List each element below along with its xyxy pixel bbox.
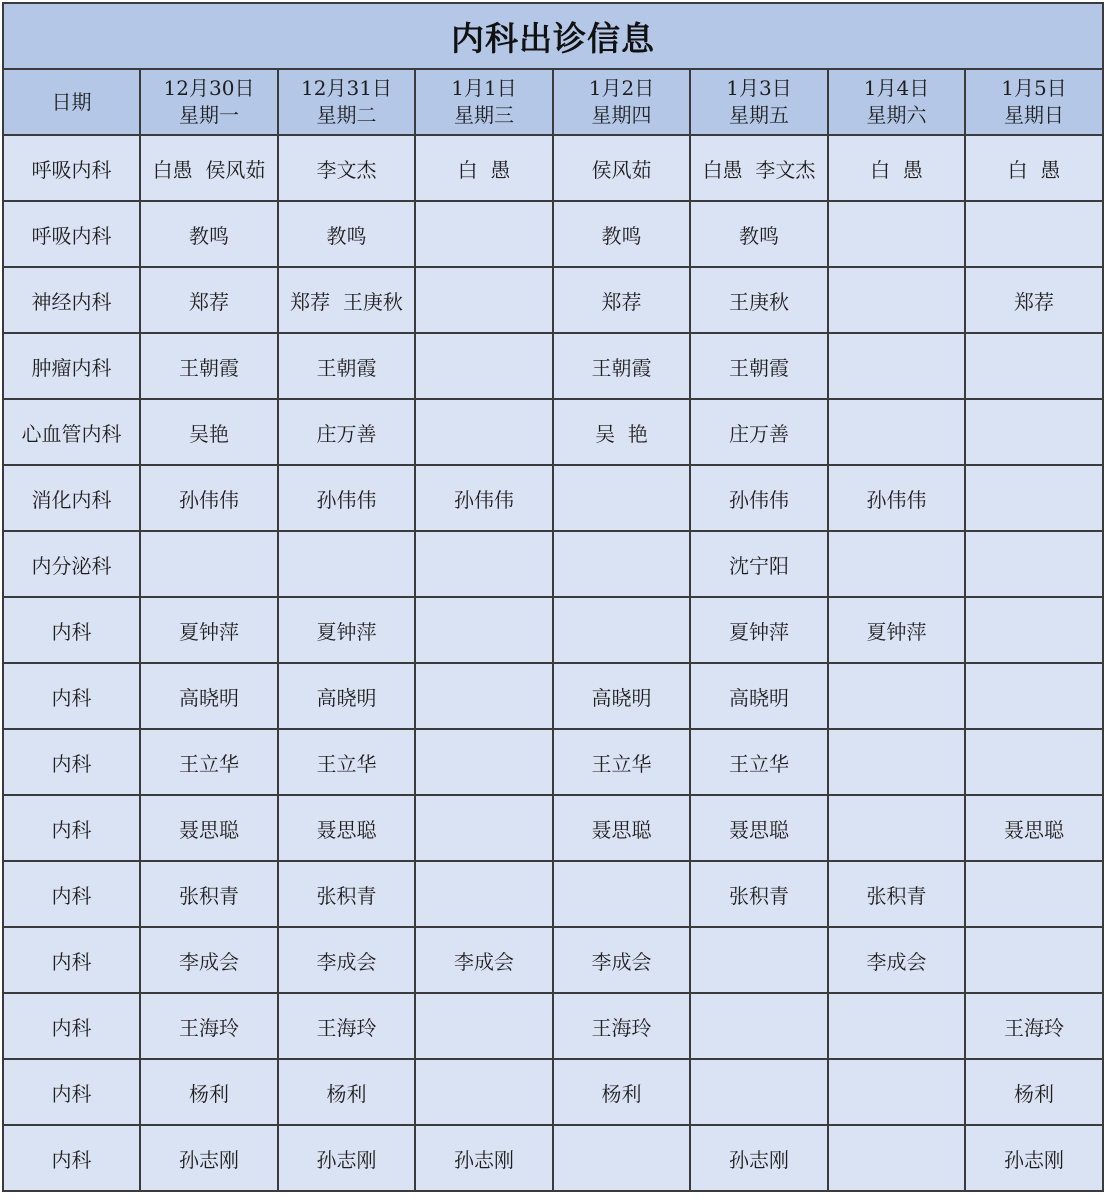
table-row <box>3 267 1103 333</box>
doctor-cell <box>415 663 553 729</box>
doctor-cell: 高晓明 <box>278 663 415 729</box>
department-cell: 心血管内科 <box>3 399 140 465</box>
doctor-cell <box>278 531 415 597</box>
doctor-cell: 王海玲 <box>553 993 690 1059</box>
doctor-cell: 孙志刚 <box>140 1125 278 1191</box>
doctor-cell <box>415 531 553 597</box>
doctor-cell <box>415 597 553 663</box>
department-cell: 神经内科 <box>3 267 140 333</box>
doctor-cell <box>415 201 553 267</box>
table-row <box>3 861 1103 927</box>
doctor-cell: 白 愚 <box>965 135 1103 201</box>
doctor-cell: 李成会 <box>278 927 415 993</box>
doctor-cell: 高晓明 <box>690 663 828 729</box>
doctor-cell <box>828 663 965 729</box>
doctor-cell <box>828 1059 965 1125</box>
doctor-cell <box>828 1125 965 1191</box>
header-weekday: 星期三 <box>454 103 514 127</box>
department-cell: 内科 <box>3 597 140 663</box>
doctor-cell: 孙伟伟 <box>690 465 828 531</box>
doctor-cell: 王海玲 <box>278 993 415 1059</box>
table-row <box>3 201 1103 267</box>
header-day-cell <box>553 69 690 135</box>
doctor-cell: 教鸣 <box>140 201 278 267</box>
doctor-cell: 郑荐 <box>140 267 278 333</box>
doctor-cell: 孙志刚 <box>690 1125 828 1191</box>
doctor-cell <box>690 927 828 993</box>
doctor-cell: 聂思聪 <box>140 795 278 861</box>
doctor-cell <box>553 861 690 927</box>
doctor-cell: 教鸣 <box>278 201 415 267</box>
doctor-cell <box>690 993 828 1059</box>
doctor-cell: 白愚 侯风茹 <box>140 135 278 201</box>
doctor-cell: 白愚 李文杰 <box>690 135 828 201</box>
doctor-cell <box>415 399 553 465</box>
header-date: 12月30日 <box>163 76 255 100</box>
doctor-cell: 吴艳 <box>140 399 278 465</box>
header-weekday: 星期六 <box>866 103 927 127</box>
doctor-cell: 夏钟萍 <box>140 597 278 663</box>
header-day-cell <box>415 69 553 135</box>
doctor-cell: 孙伟伟 <box>415 465 553 531</box>
schedule-sheet <box>2 2 1102 1200</box>
header-day-cell <box>278 69 415 135</box>
table-row <box>3 135 1103 201</box>
doctor-cell <box>965 465 1103 531</box>
doctor-cell <box>415 795 553 861</box>
doctor-cell: 高晓明 <box>140 663 278 729</box>
doctor-cell: 孙志刚 <box>278 1125 415 1191</box>
table-row <box>3 1059 1103 1125</box>
table-row <box>3 531 1103 597</box>
doctor-cell: 高晓明 <box>553 663 690 729</box>
department-cell: 内分泌科 <box>3 531 140 597</box>
doctor-cell <box>965 597 1103 663</box>
doctor-cell: 王庚秋 <box>690 267 828 333</box>
doctor-cell <box>553 1125 690 1191</box>
doctor-cell: 王海玲 <box>965 993 1103 1059</box>
department-cell: 内科 <box>3 861 140 927</box>
doctor-cell: 孙伟伟 <box>828 465 965 531</box>
header-weekday: 星期二 <box>316 103 377 127</box>
doctor-cell <box>965 729 1103 795</box>
header-day-cell <box>828 69 965 135</box>
department-cell: 内科 <box>3 993 140 1059</box>
header-date: 1月5日 <box>1001 76 1067 100</box>
doctor-cell <box>828 333 965 399</box>
department-cell: 内科 <box>3 663 140 729</box>
table-row <box>3 795 1103 861</box>
department-cell: 内科 <box>3 1059 140 1125</box>
doctor-cell: 李成会 <box>553 927 690 993</box>
doctor-cell <box>828 399 965 465</box>
table-row <box>3 597 1103 663</box>
doctor-cell <box>828 795 965 861</box>
doctor-cell: 沈宁阳 <box>690 531 828 597</box>
header-date: 1月2日 <box>588 76 655 100</box>
department-cell: 内科 <box>3 1125 140 1191</box>
doctor-cell <box>415 729 553 795</box>
doctor-cell: 王海玲 <box>140 993 278 1059</box>
header-corner-cell: 日期 <box>3 69 140 135</box>
doctor-cell: 孙志刚 <box>415 1125 553 1191</box>
doctor-cell: 王朝霞 <box>140 333 278 399</box>
doctor-cell <box>965 927 1103 993</box>
doctor-cell: 王朝霞 <box>690 333 828 399</box>
doctor-cell: 庄万善 <box>690 399 828 465</box>
header-weekday: 星期一 <box>179 103 239 127</box>
header-date: 1月1日 <box>451 76 517 100</box>
doctor-cell: 白 愚 <box>828 135 965 201</box>
doctor-cell: 夏钟萍 <box>690 597 828 663</box>
doctor-cell <box>553 531 690 597</box>
doctor-cell <box>965 531 1103 597</box>
doctor-cell <box>828 201 965 267</box>
department-cell: 内科 <box>3 927 140 993</box>
doctor-cell: 杨利 <box>140 1059 278 1125</box>
doctor-cell: 庄万善 <box>278 399 415 465</box>
doctor-cell: 聂思聪 <box>965 795 1103 861</box>
doctor-cell <box>415 993 553 1059</box>
header-day-cell <box>965 69 1103 135</box>
doctor-cell <box>140 531 278 597</box>
schedule-body <box>3 135 1103 1191</box>
department-cell: 呼吸内科 <box>3 135 140 201</box>
doctor-cell <box>415 333 553 399</box>
doctor-cell: 吴 艳 <box>553 399 690 465</box>
header-weekday: 星期日 <box>1004 103 1064 127</box>
doctor-cell <box>553 597 690 663</box>
doctor-cell <box>690 1059 828 1125</box>
department-cell: 呼吸内科 <box>3 201 140 267</box>
table-row <box>3 993 1103 1059</box>
doctor-cell <box>828 993 965 1059</box>
doctor-cell <box>415 861 553 927</box>
department-cell: 肿瘤内科 <box>3 333 140 399</box>
doctor-cell: 李成会 <box>140 927 278 993</box>
doctor-cell <box>965 201 1103 267</box>
doctor-cell: 张积青 <box>140 861 278 927</box>
doctor-cell: 张积青 <box>690 861 828 927</box>
doctor-cell <box>553 465 690 531</box>
doctor-cell: 聂思聪 <box>690 795 828 861</box>
doctor-cell: 杨利 <box>553 1059 690 1125</box>
header-weekday: 星期四 <box>591 103 652 127</box>
table-row <box>3 663 1103 729</box>
doctor-cell: 李成会 <box>415 927 553 993</box>
doctor-cell <box>828 729 965 795</box>
doctor-cell: 郑荐 <box>553 267 690 333</box>
doctor-cell <box>965 861 1103 927</box>
doctor-cell: 杨利 <box>965 1059 1103 1125</box>
header-weekday: 星期五 <box>729 103 789 127</box>
header-row <box>3 69 1103 135</box>
table-row <box>3 1125 1103 1191</box>
doctor-cell: 夏钟萍 <box>828 597 965 663</box>
doctor-cell: 王立华 <box>553 729 690 795</box>
header-day-cell <box>690 69 828 135</box>
table-title: 内科出诊信息 <box>3 3 1103 69</box>
doctor-cell: 王立华 <box>278 729 415 795</box>
doctor-cell <box>965 333 1103 399</box>
doctor-cell: 王立华 <box>690 729 828 795</box>
doctor-cell: 侯风茹 <box>553 135 690 201</box>
doctor-cell: 孙伟伟 <box>140 465 278 531</box>
doctor-cell: 李成会 <box>828 927 965 993</box>
department-cell: 内科 <box>3 729 140 795</box>
table-row <box>3 465 1103 531</box>
doctor-cell: 孙志刚 <box>965 1125 1103 1191</box>
doctor-cell: 王朝霞 <box>278 333 415 399</box>
doctor-cell: 李文杰 <box>278 135 415 201</box>
header-date: 1月3日 <box>726 76 792 100</box>
doctor-cell <box>828 267 965 333</box>
doctor-cell: 教鸣 <box>690 201 828 267</box>
doctor-cell: 聂思聪 <box>278 795 415 861</box>
doctor-cell: 孙伟伟 <box>278 465 415 531</box>
doctor-cell: 夏钟萍 <box>278 597 415 663</box>
doctor-cell <box>965 663 1103 729</box>
doctor-cell: 杨利 <box>278 1059 415 1125</box>
doctor-cell: 郑荐 <box>965 267 1103 333</box>
doctor-cell: 教鸣 <box>553 201 690 267</box>
table-row <box>3 729 1103 795</box>
doctor-cell: 聂思聪 <box>553 795 690 861</box>
table-row <box>3 927 1103 993</box>
doctor-cell <box>828 531 965 597</box>
header-day-cell <box>140 69 278 135</box>
department-cell: 内科 <box>3 795 140 861</box>
doctor-cell: 王立华 <box>140 729 278 795</box>
doctor-cell <box>415 1059 553 1125</box>
schedule-table <box>2 2 1104 1192</box>
doctor-cell <box>965 399 1103 465</box>
doctor-cell: 张积青 <box>828 861 965 927</box>
doctor-cell: 张积青 <box>278 861 415 927</box>
doctor-cell: 郑荐 王庚秋 <box>278 267 415 333</box>
table-row <box>3 333 1103 399</box>
doctor-cell <box>415 267 553 333</box>
doctor-cell: 白 愚 <box>415 135 553 201</box>
table-row <box>3 399 1103 465</box>
doctor-cell: 王朝霞 <box>553 333 690 399</box>
header-date: 12月31日 <box>301 76 392 100</box>
department-cell: 消化内科 <box>3 465 140 531</box>
header-date: 1月4日 <box>863 76 930 100</box>
